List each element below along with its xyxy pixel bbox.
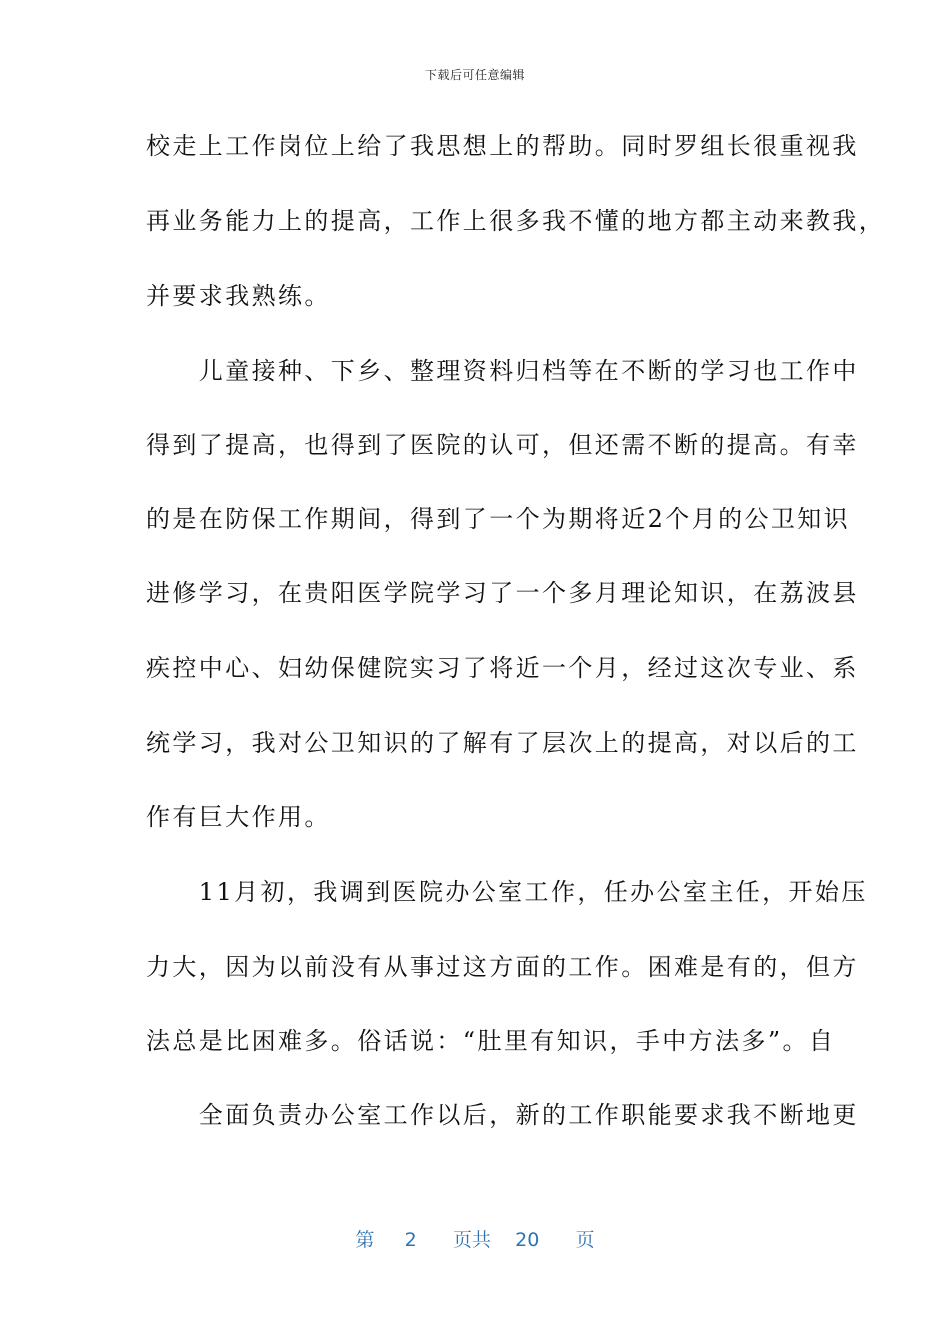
page-prefix: 第 xyxy=(355,1229,375,1251)
text-line: 的是在防保工作期间，得到了一个为期将近2个月的公卫知识 xyxy=(146,505,851,533)
total-pages-number: 20 xyxy=(515,1229,540,1251)
text-line: 作有巨大作用。 xyxy=(146,803,331,831)
text-line: 11月初，我调到医院办公室工作，任办公室主任，开始压 xyxy=(146,878,868,906)
page-footer xyxy=(0,1225,950,1252)
text-line: 校走上工作岗位上给了我思想上的帮助。同时罗组长很重视我 xyxy=(146,132,859,160)
text-line: 儿童接种、下乡、整理资料归档等在不断的学习也工作中 xyxy=(146,357,859,385)
current-page-number: 2 xyxy=(404,1229,417,1251)
text-line: 再业务能力上的提高，工作上很多我不懂的地方都主动来教我， xyxy=(146,207,886,235)
text-line: 进修学习，在贵阳医学院学习了一个多月理论知识，在荔波县 xyxy=(146,579,859,607)
page-header-note: 下载后可任意编辑 xyxy=(424,68,525,82)
page-middle: 页共 xyxy=(452,1229,491,1251)
text-line: 统学习，我对公卫知识的了解有了层次上的提高，对以后的工 xyxy=(146,729,859,757)
text-line: 力大，因为以前没有从事过这方面的工作。困难是有的，但方 xyxy=(146,953,859,981)
text-line: 法总是比困难多。俗话说：“肚里有知识，手中方法多”。自 xyxy=(146,1027,836,1055)
text-line: 全面负责办公室工作以后，新的工作职能要求我不断地更 xyxy=(146,1101,859,1129)
text-line: 得到了提高，也得到了医院的认可，但还需不断的提高。有幸 xyxy=(146,431,859,459)
text-line: 疾控中心、妇幼保健院实习了将近一个月，经过这次专业、系 xyxy=(146,654,859,682)
text-line: 并要求我熟练。 xyxy=(146,282,331,310)
page-suffix: 页 xyxy=(575,1229,595,1251)
